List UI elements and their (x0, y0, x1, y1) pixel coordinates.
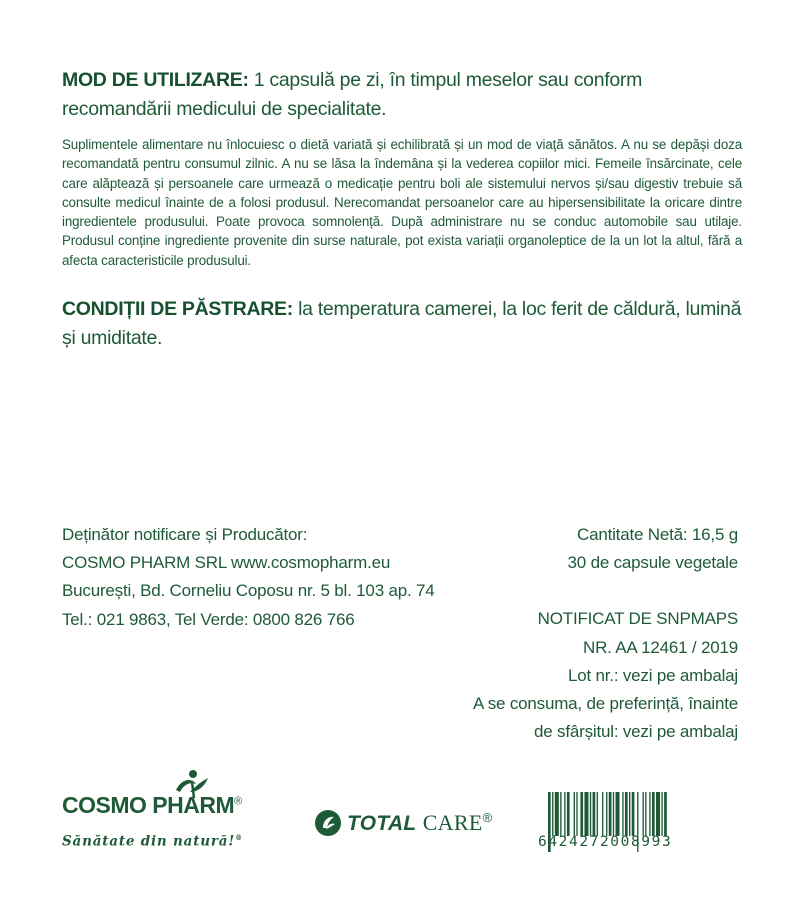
notification-label: NOTIFICAT DE SNPMAPS (537, 609, 738, 629)
lot-number: Lot nr.: vezi pe ambalaj (567, 665, 738, 685)
barcode-bar (574, 792, 575, 836)
usage-label: MOD DE UTILIZARE: (62, 69, 249, 91)
product-info (473, 521, 738, 746)
net-quantity: Cantitate Netă: 16,5 g (577, 525, 738, 544)
total-care-emblem-icon (314, 809, 342, 837)
cosmo-pharm-wordmark: COSMO PHARM® (62, 792, 242, 818)
producer-address: București, Bd. Corneliu Coposu nr. 5 bl. 103 ap. 74 (62, 581, 435, 601)
usage-instructions (62, 66, 742, 124)
storage-label: CONDIȚII DE PĂSTRARE: (62, 298, 293, 320)
barcode-bar (629, 792, 630, 836)
barcode-bar (609, 792, 612, 836)
barcode-bar (580, 792, 583, 836)
producer-info (62, 521, 435, 634)
best-before-line-2: de sfârșitul: vezi pe ambalaj (534, 722, 738, 742)
best-before-line-1: A se consuma, de preferință, înainte (473, 694, 738, 714)
barcode-bar (632, 792, 635, 836)
notification-number: NR. AA 12461 / 2019 (583, 637, 738, 657)
capsule-count: 30 de capsule vegetale (567, 553, 738, 573)
barcode-bar (645, 792, 646, 836)
producer-company: COSMO PHARM SRL www.cosmopharm.eu (62, 553, 391, 573)
barcode-bar (661, 792, 662, 836)
barcode-bar (584, 792, 588, 836)
producer-heading: Deținător notificare și Producător: (62, 525, 308, 544)
barcode-bar (552, 792, 553, 836)
barcode-bar (564, 792, 565, 836)
usage-text: 1 capsulă pe zi, în timpul meselor sau conform recomandării medicului de specialitate. (62, 69, 643, 120)
barcode-bar (590, 792, 591, 836)
warnings-paragraph: Suplimentele alimentare nu înlocuiesc o dietă variată și echilibrată și un mod de viață sănătos. A nu se depăși doza recomandată pentru consumul zilnic. A nu se lăsa la îndemâna și la vederea copiilor mici. Femeile însărcinate, cele care alăptează și persoanele care urmează o medicație pentru boli ale sistemului nervos și/sau digestiv trebuie să consulte medicul înainte de a folosi produsul. Nerecomandat persoanelor care au hipersensibilitate la oricare dintre ingredientele produsului. Poate provoca somnolență. După administrare nu se conduc automobile sau utilaje. Produsul conține ingrediente provenite din surse naturale, pot exista variații organoleptice de la un lot la altul, fără a afecta caracteristicile produsului. (62, 137, 742, 268)
barcode-bar (606, 792, 607, 836)
total-care-wordmark: TOTAL CARE® (347, 810, 493, 835)
barcode-bar (664, 792, 667, 836)
barcode-bar (656, 792, 660, 836)
barcode-bar (560, 792, 561, 836)
producer-phone: Tel.: 021 9863, Tel Verde: 0800 826 766 (62, 609, 355, 629)
barcode-bar (602, 792, 603, 836)
storage-conditions (62, 295, 742, 353)
barcode-bar (622, 792, 623, 836)
cosmo-pharm-logo (62, 768, 282, 863)
barcode-bar (567, 792, 570, 836)
barcode-bar (555, 792, 559, 836)
cosmo-pharm-slogan: Sănătate din natură!® (62, 833, 243, 850)
barcode-bar (597, 792, 598, 836)
barcode-bar (616, 792, 620, 836)
barcode-bar (643, 792, 644, 836)
barcode-bar (593, 792, 596, 836)
barcode-digits: 6424272008993 (538, 834, 673, 850)
barcode-bar (613, 792, 614, 836)
barcode-bar (649, 792, 650, 836)
barcode-bar (576, 792, 577, 836)
barcode-bar (652, 792, 655, 836)
barcode-bar (625, 792, 628, 836)
storage-text: la temperatura camerei, la loc ferit de căldură, lumină și umiditate. (62, 298, 742, 349)
